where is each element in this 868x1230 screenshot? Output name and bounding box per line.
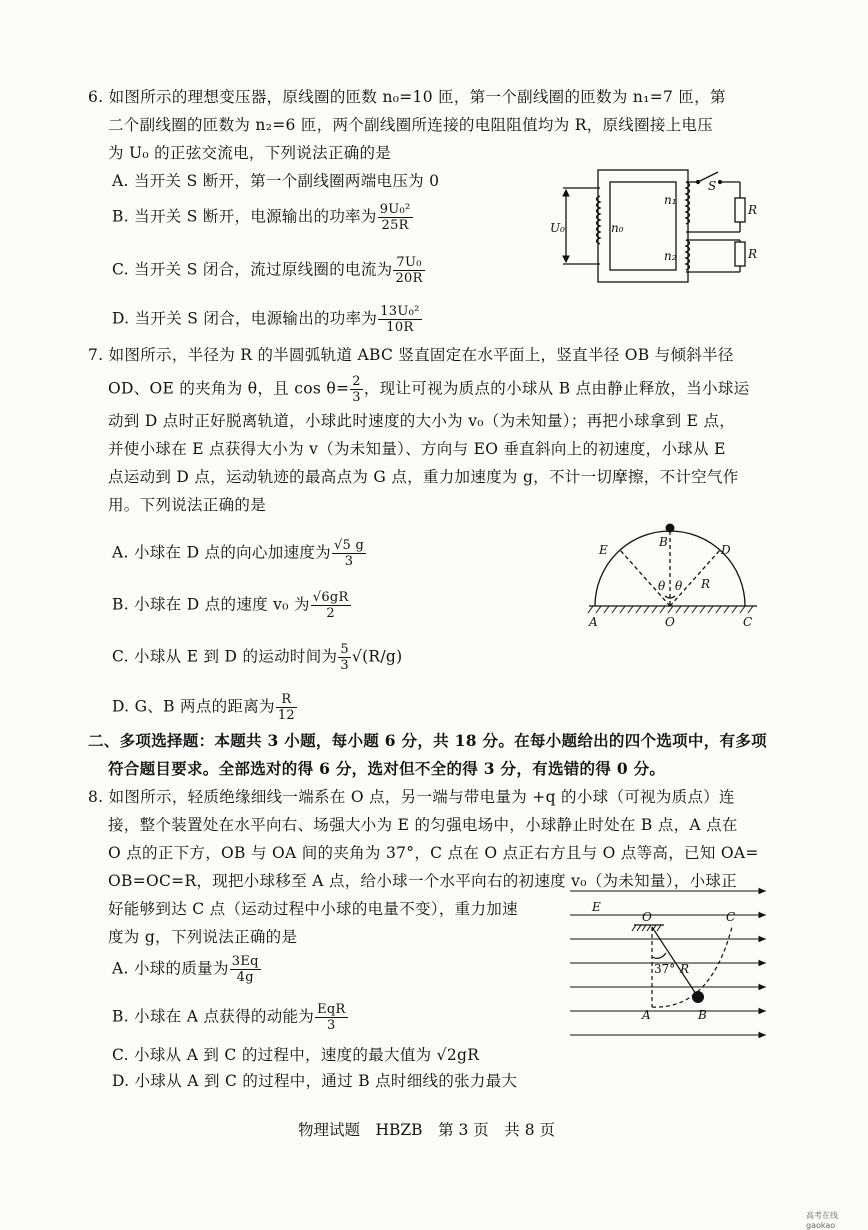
q6-line-2: 二个副线圈的匝数为 n₂=6 匝，两个副线圈所连接的电阻阻值均为 R，原线圈接上电压 <box>108 116 714 134</box>
q7-option-b-den: 2 <box>326 606 335 621</box>
q6-option-d-num: 13U₀² <box>380 304 420 319</box>
q8-option-a <box>112 954 262 985</box>
q8-option-c: C. 小球从 A 到 C 的过程中，速度的最大值为 √2gR <box>112 1046 480 1064</box>
fig8-label-o: O <box>642 910 652 924</box>
q8-option-b-num: EqR <box>317 1002 346 1017</box>
q7-line-3: 动到 D 点时正好脱离轨道，小球此时速度的大小为 v₀（为未知量）；再把小球拿到 E 点， <box>108 412 736 430</box>
q8-option-a-den: 4g <box>236 970 254 985</box>
q6-line-1: 6. 如图所示的理想变压器，原线圈的匝数 n₀=10 匝，第一个副线圈的匝数为 n₁=7 匝，第 <box>88 88 726 106</box>
q7-line-6: 用。下列说法正确的是 <box>108 496 267 514</box>
q8-line-6: 度为 g，下列说法正确的是 <box>108 928 298 946</box>
watermark: 高考在线 gaokao <box>806 1211 838 1230</box>
fig6-label-n0: n₀ <box>611 221 624 235</box>
fig7-label-theta-2: θ <box>675 579 683 593</box>
transformer-figure <box>548 160 768 295</box>
fig6-label-n2: n₂ <box>664 249 677 263</box>
q7-option-a <box>112 538 367 569</box>
q6-option-c-den: 20R <box>395 271 423 286</box>
q7-option-b <box>112 590 352 621</box>
q6-option-c <box>112 255 426 286</box>
q6-option-c-fraction <box>393 255 424 286</box>
ball-icon <box>666 524 675 533</box>
q8-option-b <box>112 1002 349 1033</box>
fig8-label-a: A <box>642 1008 651 1022</box>
q6-option-d-fraction <box>378 304 421 335</box>
q7-option-a-fraction <box>332 538 366 569</box>
q8-option-b-fraction <box>315 1002 348 1033</box>
q7-option-a-text: A. 小球在 D 点的向心加速度为 <box>112 543 331 562</box>
fig8-label-b: B <box>698 1008 707 1022</box>
fig7-label-o: O <box>665 615 675 629</box>
section-2-line-1: 二、多项选择题：本题共 3 小题，每小题 6 分，共 18 分。在每小题给出的四个选项中，有多项 <box>88 731 767 750</box>
q8-line-1: 8. 如图所示，轻质绝缘细线一端系在 O 点，另一端与带电量为 +q 的小球（可视为质点）连 <box>88 788 735 806</box>
q7-line-1: 7. 如图所示，半径为 R 的半圆弧轨道 ABC 竖直固定在水平面上，竖直半径 OB 与倾斜半径 <box>88 346 734 364</box>
q7-option-b-num: √6gR <box>312 590 349 605</box>
q6-option-a: A. 当开关 S 断开，第一个副线圈两端电压为 0 <box>112 172 440 190</box>
q6-line-3: 为 U₀ 的正弦交流电，下列说法正确的是 <box>108 144 392 162</box>
fig7-label-c: C <box>743 615 753 629</box>
q6-option-b-fraction <box>378 202 413 233</box>
q7-option-a-den: 3 <box>344 554 354 569</box>
q7-option-c-den: 3 <box>340 658 349 673</box>
q7-option-d <box>112 692 298 723</box>
q6-option-b-num: 9U₀² <box>379 202 411 217</box>
q8-option-a-text: A. 小球的质量为 <box>112 959 229 978</box>
q7-option-c-root: √(R/g) <box>351 647 403 666</box>
q7-line-2 <box>108 374 749 405</box>
q7-option-d-den: 12 <box>277 708 295 723</box>
fig8-label-r: R <box>680 962 690 976</box>
q7-option-d-num: R <box>276 692 297 708</box>
q8-line-2: 接，整个装置处在水平向右、场强大小为 E 的匀强电场中，小球静止时处在 B 点，A 点在 <box>108 816 738 834</box>
q6-option-b <box>112 202 414 233</box>
fig7-label-b: B <box>659 535 668 549</box>
q8-option-b-den: 3 <box>327 1018 336 1033</box>
fig7-label-r: R <box>701 577 711 591</box>
fig7-label-a: A <box>589 615 598 629</box>
q7-cos-den: 3 <box>352 390 361 405</box>
q8-line-3: O 点的正下方，OB 与 OA 间的夹角为 37°，C 点在 O 点正右方且与 O 点等高，已知 OA= <box>108 844 759 862</box>
fig6-label-r2: R <box>748 247 758 261</box>
q7-option-b-fraction <box>311 590 351 621</box>
fig7-label-theta-1: θ <box>658 579 666 593</box>
q8-option-a-fraction <box>230 954 261 985</box>
q7-option-a-num: √5 g <box>333 538 365 553</box>
q6-option-d-den: 10R <box>386 320 414 335</box>
q7-option-c-fraction <box>338 642 351 673</box>
page-footer: 物理试题 HBZB 第 3 页 共 8 页 <box>298 1121 555 1139</box>
q7-option-d-fraction <box>276 692 297 723</box>
electric-field-figure <box>570 885 770 1055</box>
fig8-label-c: C <box>726 910 736 924</box>
q7-option-b-text: B. 小球在 D 点的速度 v₀ 为 <box>112 595 310 614</box>
q7-option-c <box>112 642 402 673</box>
q7-cos-num: 2 <box>352 374 361 389</box>
fig6-label-u0: U₀ <box>550 221 565 235</box>
q8-line-5: 好能够到达 C 点（运动过程中小球的电量不变），重力加速 <box>108 900 518 918</box>
q7-option-c-text: C. 小球从 E 到 D 的运动时间为 <box>112 647 338 666</box>
fig7-label-e: E <box>599 543 608 557</box>
fig8-label-e: E <box>592 900 601 914</box>
q7-line-4: 并使小球在 E 点获得大小为 v（为未知量）、方向与 EO 垂直斜向上的初速度，小球从 E <box>108 440 726 458</box>
q7-option-d-text: D. G、B 两点的距离为 <box>112 697 275 716</box>
q7-line-2-post: ，现让可视为质点的小球从 B 点由静止释放，当小球运 <box>363 379 750 398</box>
fig7-label-d: D <box>721 543 731 557</box>
q7-line-2-pre: OD、OE 的夹角为 θ，且 cos θ= <box>108 379 350 398</box>
q6-option-d-text: D. 当开关 S 闭合，电源输出的功率为 <box>112 309 378 328</box>
fig6-label-r1: R <box>748 203 758 217</box>
fig6-label-n1: n₁ <box>664 193 677 207</box>
q7-cos-fraction <box>350 374 363 405</box>
q6-option-d <box>112 304 423 335</box>
fig6-label-s: S <box>708 179 717 193</box>
fig8-label-angle: 37° <box>654 962 676 976</box>
section-2-line-2: 符合题目要求。全部选对的得 6 分，选对但不全的得 3 分，有选错的得 0 分。 <box>108 759 666 778</box>
q8-option-b-text: B. 小球在 A 点获得的动能为 <box>112 1007 315 1026</box>
q7-option-c-num: 5 <box>340 642 349 657</box>
q8-line-4: OB=OC=R，现把小球移至 A 点，给小球一个水平向右的初速度 v₀（为未知量），小球正 <box>108 872 738 890</box>
q6-option-c-text: C. 当开关 S 闭合，流过原线圈的电流为 <box>112 260 393 279</box>
q6-option-b-text: B. 当开关 S 断开，电源输出的功率为 <box>112 207 377 226</box>
q8-option-a-num: 3Eq <box>231 954 259 969</box>
charged-ball-icon <box>692 991 704 1003</box>
q6-option-b-den: 25R <box>381 218 409 233</box>
semicircle-track-figure <box>585 518 765 633</box>
q6-option-c-num: 7U₀ <box>393 255 424 271</box>
q8-option-d: D. 小球从 A 到 C 的过程中，通过 B 点时细线的张力最大 <box>112 1072 518 1090</box>
q7-line-5: 点运动到 D 点，运动轨迹的最高点为 G 点，重力加速度为 g，不计一切摩擦，不计空气作 <box>108 468 739 486</box>
